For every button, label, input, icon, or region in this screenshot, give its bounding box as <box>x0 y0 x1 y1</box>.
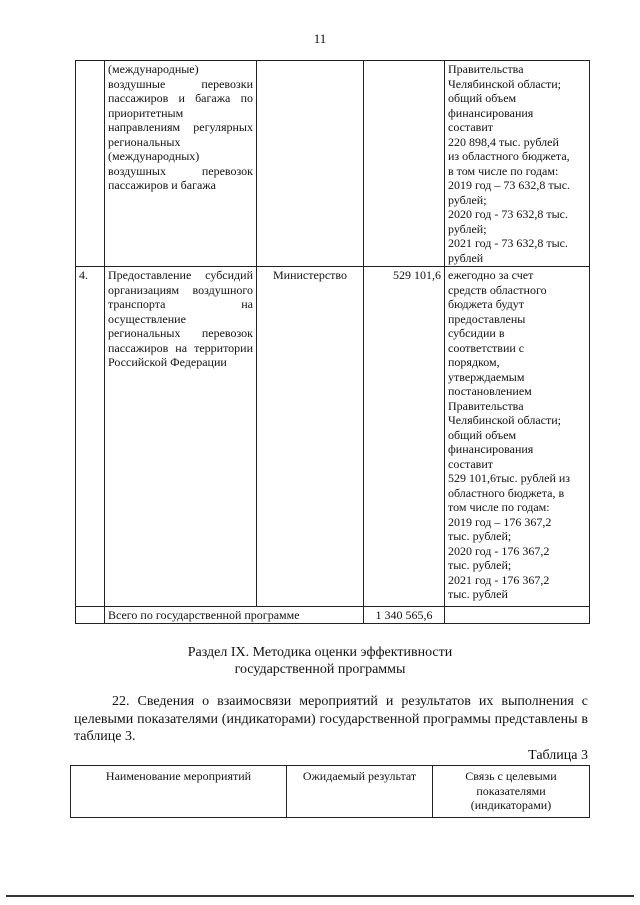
note-line: из областного бюджета, <box>448 149 570 163</box>
row-number: 4. <box>76 267 105 607</box>
note-line: Правительства <box>448 398 524 413</box>
table-caption: Таблица 3 <box>528 748 588 763</box>
note-line: соответствии с <box>448 340 525 355</box>
page-number: 11 <box>313 31 327 46</box>
note-line: рублей <box>448 250 484 265</box>
executor <box>257 61 364 267</box>
amount <box>364 61 445 267</box>
amount: 529 101,6 <box>364 267 445 607</box>
note-line: областного бюджета, в <box>448 485 565 500</box>
section-heading-line: Раздел IX. Методика оценки эффективности <box>187 645 453 660</box>
total-empty-cell <box>76 607 105 624</box>
table-row <box>76 61 590 267</box>
note-line: в том числе по годам: <box>448 163 559 178</box>
note-line: общий объем <box>448 91 517 105</box>
note-line: общий объем <box>448 427 517 442</box>
activity-note <box>445 267 590 607</box>
total-label: Всего по государственной программе <box>105 607 364 624</box>
row-number <box>76 61 105 267</box>
section-heading-line: государственной программы <box>234 662 406 677</box>
table-header-row <box>71 766 590 818</box>
activity-note <box>445 61 590 267</box>
column-header: Связь с целевыми показателями (индикаторами) <box>433 766 590 818</box>
note-line: 220 898,4 тыс. рублей <box>448 134 559 149</box>
executor: Министерство <box>257 267 364 607</box>
note-line: постановлением <box>448 384 532 398</box>
total-note-empty <box>445 607 590 624</box>
note-line: финансирования <box>448 442 534 456</box>
note-line: ежегодно за счет <box>448 268 534 282</box>
page-edge-line <box>6 895 634 897</box>
activity-name: Предоставление субсидий организациям воздушного транспорта на осуществление региональных перевозок пассажиров на территории Российской Федерации <box>105 267 257 607</box>
section-heading <box>0 644 640 678</box>
note-line: 2019 год – 73 632,8 тыс. <box>448 178 571 192</box>
note-line: 529 101,6тыс. рублей из <box>448 471 571 485</box>
note-line: 2020 год - 176 367,2 <box>448 543 550 558</box>
note-line: средств областного <box>448 282 547 297</box>
note-line: 2020 год - 73 632,8 тыс. <box>448 207 569 221</box>
column-header: Наименование мероприятий <box>71 766 287 818</box>
total-row <box>76 607 590 624</box>
note-line: рублей; <box>448 221 487 236</box>
note-line: финансирования <box>448 105 534 120</box>
note-line: составит <box>448 120 493 134</box>
activity-name: (международные) воздушные перевозки пассажиров и багажа по приоритетным направлениям регулярных региональных (международных) воздушных перевозок пассажиров и багажа <box>105 61 257 267</box>
note-line: бюджета будут <box>448 297 524 311</box>
note-line: том числе по годам: <box>448 500 550 514</box>
note-line: тыс. рублей; <box>448 558 512 572</box>
total-amount: 1 340 565,6 <box>364 607 445 624</box>
note-line: Правительства <box>448 62 524 76</box>
program-activities-table <box>75 60 590 624</box>
note-line: утверждаемым <box>448 369 525 384</box>
note-line: тыс. рублей <box>448 587 508 601</box>
note-line: предоставлены <box>448 311 526 326</box>
note-line: Челябинской области; <box>448 413 561 427</box>
note-line: субсидии в <box>448 326 505 340</box>
note-line: тыс. рублей; <box>448 529 512 543</box>
note-line: Челябинской области; <box>448 76 561 91</box>
column-header: Ожидаемый результат <box>287 766 433 818</box>
note-line: 2021 год - 176 367,2 <box>448 572 550 587</box>
note-line: 2019 год – 176 367,2 <box>448 514 552 529</box>
note-line: 2021 год - 73 632,8 тыс. <box>448 236 569 250</box>
body-paragraph: 22. Сведения о взаимосвязи мероприятий и результатов их выполнения с целевыми показателями (индикаторами) государственной программы представлены в таблице 3. <box>74 694 588 744</box>
results-linkage-table <box>70 765 590 818</box>
note-line: составит <box>448 456 493 471</box>
table-row <box>76 267 590 607</box>
note-line: рублей; <box>448 192 487 207</box>
note-line: порядком, <box>448 355 500 369</box>
